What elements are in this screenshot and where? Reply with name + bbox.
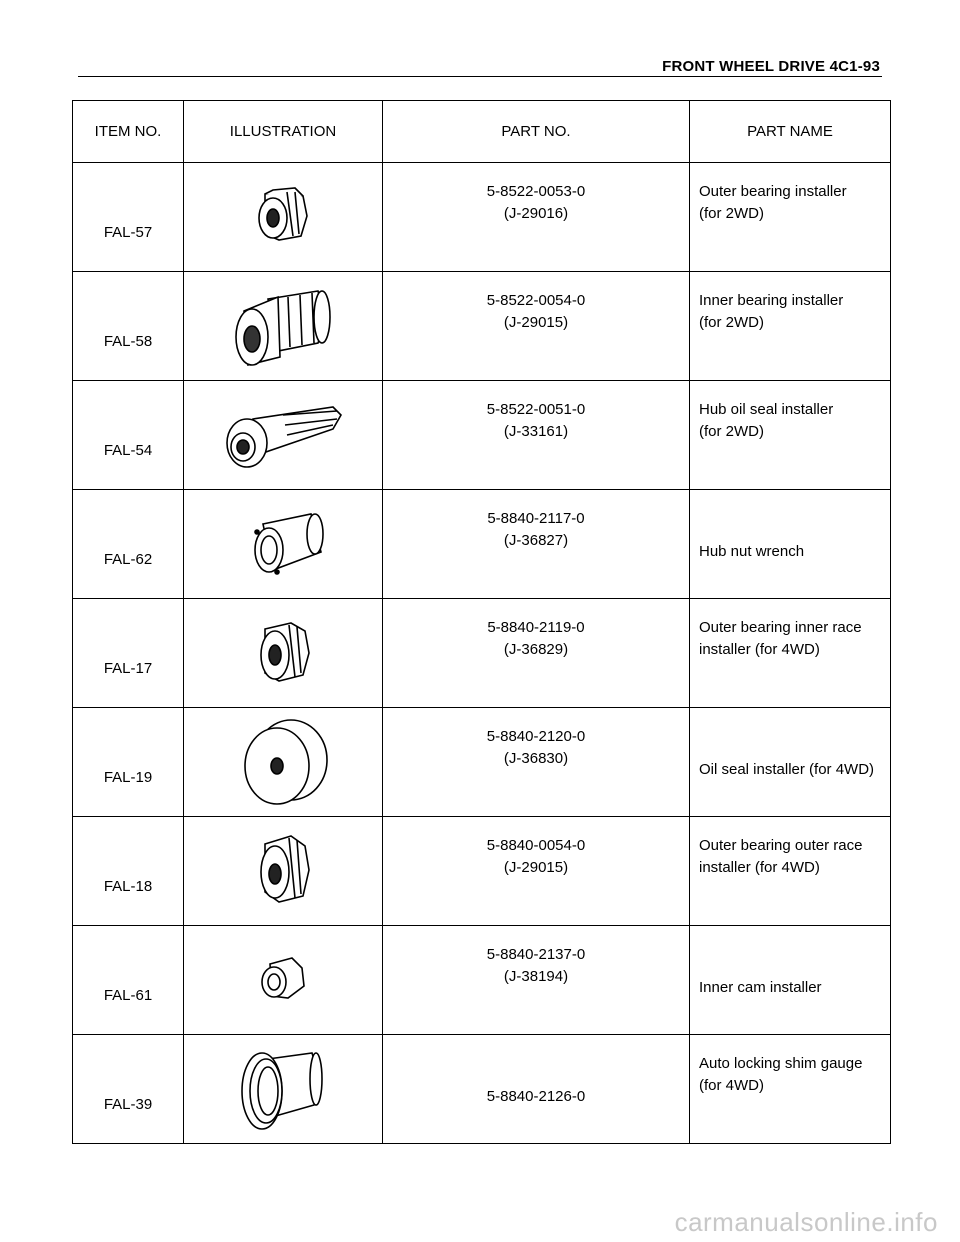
item-no-cell: FAL-62 <box>73 490 184 599</box>
part-no-cell: 5-8522-0053-0 (J-29016) <box>383 163 690 272</box>
oil-seal-installer-icon <box>233 712 333 812</box>
part-name-cell: Outer bearing inner race installer (for 4WD) <box>690 599 891 708</box>
part-name-cell: Inner bearing installer (for 2WD) <box>690 272 891 381</box>
part-no-cell: 5-8840-2117-0 (J-36827) <box>383 490 690 599</box>
item-no-cell: FAL-19 <box>73 708 184 817</box>
part-no-cell: 5-8840-2119-0 (J-36829) <box>383 599 690 708</box>
illustration-cell <box>184 599 383 708</box>
outer-bearing-outer-race-installer-icon <box>243 826 323 916</box>
illustration-cell <box>184 381 383 490</box>
item-no-cell: FAL-18 <box>73 817 184 926</box>
illustration-cell <box>184 490 383 599</box>
part-no-cell: 5-8840-2120-0 (J-36830) <box>383 708 690 817</box>
header-rule <box>78 76 882 77</box>
outer-bearing-installer-icon <box>243 182 323 252</box>
column-header-part-no: PART NO. <box>383 101 690 163</box>
table-row <box>73 272 891 381</box>
part-name-cell: Auto locking shim gauge (for 4WD) <box>690 1035 891 1144</box>
part-name-cell: Oil seal installer (for 4WD) <box>690 708 891 817</box>
part-no-cell: 5-8840-2137-0 (J-38194) <box>383 926 690 1035</box>
table-row <box>73 1035 891 1144</box>
illustration-cell <box>184 272 383 381</box>
part-name-cell: Hub nut wrench <box>690 490 891 599</box>
hub-nut-wrench-icon <box>233 504 333 584</box>
table-row <box>73 490 891 599</box>
item-no-cell: FAL-57 <box>73 163 184 272</box>
item-no-cell: FAL-17 <box>73 599 184 708</box>
part-name-cell: Inner cam installer <box>690 926 891 1035</box>
column-header-part-name: PART NAME <box>690 101 891 163</box>
part-no-cell: 5-8840-0054-0 (J-29015) <box>383 817 690 926</box>
table-row <box>73 599 891 708</box>
column-header-illustration: ILLUSTRATION <box>184 101 383 163</box>
illustration-cell <box>184 708 383 817</box>
part-no-cell: 5-8840-2126-0 <box>383 1035 690 1144</box>
table-row <box>73 817 891 926</box>
special-tools-table <box>72 100 891 1144</box>
item-no-cell: FAL-54 <box>73 381 184 490</box>
inner-cam-installer-icon <box>248 950 318 1010</box>
part-name-cell: Outer bearing outer race installer (for 4WD) <box>690 817 891 926</box>
part-name-cell: Outer bearing installer (for 2WD) <box>690 163 891 272</box>
part-name-cell: Hub oil seal installer (for 2WD) <box>690 381 891 490</box>
item-no-cell: FAL-39 <box>73 1035 184 1144</box>
illustration-cell <box>184 926 383 1035</box>
hub-oil-seal-installer-icon <box>213 395 353 475</box>
outer-bearing-inner-race-installer-icon <box>243 613 323 693</box>
page-header-title: FRONT WHEEL DRIVE 4C1-93 <box>662 58 880 75</box>
column-header-item-no: ITEM NO. <box>73 101 184 163</box>
item-no-cell: FAL-61 <box>73 926 184 1035</box>
table-header-row <box>73 101 891 163</box>
illustration-cell <box>184 163 383 272</box>
item-no-cell: FAL-58 <box>73 272 184 381</box>
table-row <box>73 708 891 817</box>
auto-locking-shim-gauge-icon <box>228 1039 338 1139</box>
table-row <box>73 381 891 490</box>
part-no-cell: 5-8522-0054-0 (J-29015) <box>383 272 690 381</box>
illustration-cell <box>184 817 383 926</box>
table-row <box>73 163 891 272</box>
table-row <box>73 926 891 1035</box>
watermark: carmanualsonline.info <box>674 1207 938 1237</box>
inner-bearing-installer-icon <box>218 281 348 371</box>
part-no-cell: 5-8522-0051-0 (J-33161) <box>383 381 690 490</box>
illustration-cell <box>184 1035 383 1144</box>
